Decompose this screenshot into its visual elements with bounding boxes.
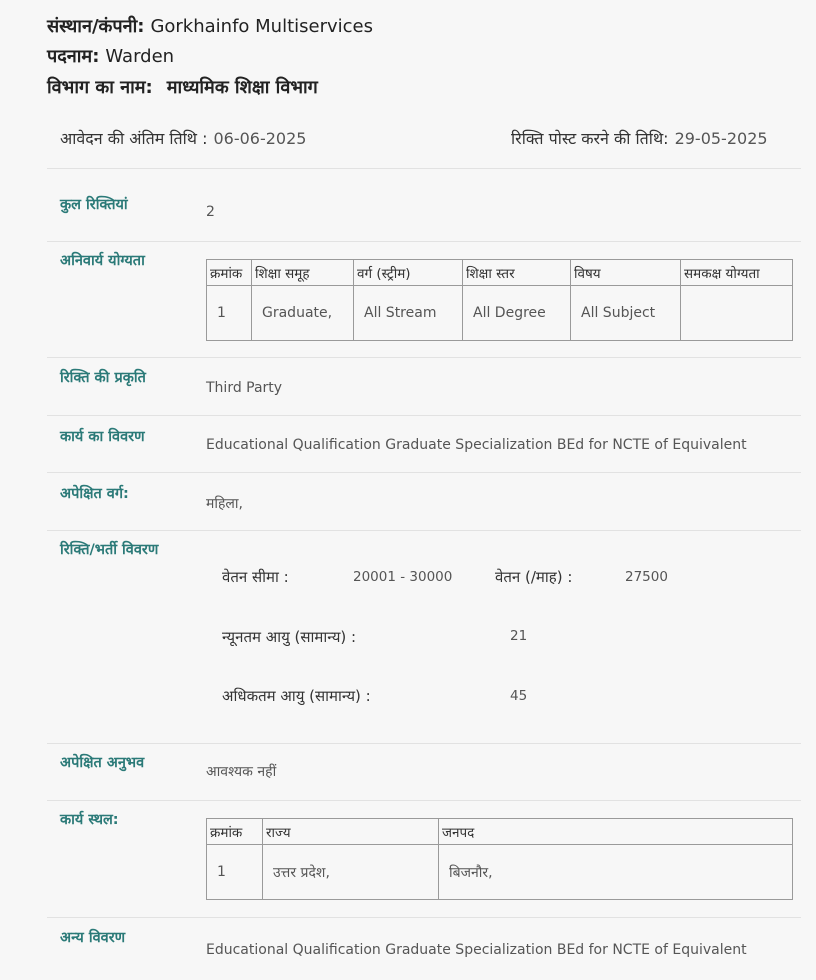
org-value: Gorkhainfo Multiservices — [150, 16, 373, 37]
dept-value: माध्यमिक शिक्षा विभाग — [166, 77, 318, 98]
table-header-row — [207, 819, 793, 845]
other-label: अन्य विवरण — [60, 930, 126, 946]
total-vacancies-value: 2 — [206, 204, 215, 220]
cell-education-group: Graduate, — [252, 286, 354, 341]
location-label: कार्य स्थल: — [60, 812, 119, 828]
post-date — [511, 127, 768, 149]
cell-district: बिजनौर, — [439, 845, 793, 900]
salary-month-label: वेतन (/माह) : — [495, 568, 573, 586]
table-row — [207, 286, 793, 341]
divider — [47, 415, 801, 416]
category-label: अपेक्षित वर्ग: — [60, 486, 129, 502]
cell-level: All Degree — [463, 286, 571, 341]
table-header-row — [207, 260, 793, 286]
max-age-value: 45 — [510, 688, 528, 704]
col-equivalent: समकक्ष योग्यता — [681, 260, 793, 286]
cell-serial: 1 — [207, 845, 263, 900]
qualification-label: अनिवार्य योग्यता — [60, 253, 145, 269]
dept-label: विभाग का नाम: — [47, 77, 153, 98]
salary-month-value: 27500 — [625, 569, 668, 585]
post-value: Warden — [105, 46, 175, 67]
category-value: महिला, — [206, 496, 244, 512]
salary-range-label: वेतन सीमा : — [222, 568, 289, 586]
post-date-value: 29-05-2025 — [674, 129, 768, 148]
min-age-value: 21 — [510, 628, 528, 644]
col-level: शिक्षा स्तर — [463, 260, 571, 286]
nature-label: रिक्ति की प्रकृति — [60, 370, 146, 386]
col-district: जनपद — [439, 819, 793, 845]
cell-stream: All Stream — [354, 286, 463, 341]
cell-serial: 1 — [207, 286, 252, 341]
other-value: Educational Qualification Graduate Specialization BEd for NCTE of Equivalent — [206, 942, 747, 958]
recruitment-label: रिक्ति/भर्ती विवरण — [60, 542, 159, 558]
cell-equivalent — [681, 286, 793, 341]
org-label: संस्थान/कंपनी: — [47, 16, 145, 37]
post-date-label: रिक्ति पोस्ट करने की तिथि: — [511, 129, 669, 148]
last-date-value: 06-06-2025 — [213, 129, 307, 148]
cell-subject: All Subject — [571, 286, 681, 341]
last-date-label: आवेदन की अंतिम तिथि : — [60, 129, 208, 148]
experience-value: आवश्यक नहीं — [206, 764, 277, 780]
divider — [47, 530, 801, 531]
col-subject: विषय — [571, 260, 681, 286]
max-age-label: अधिकतम आयु (सामान्य) : — [222, 687, 371, 705]
qualification-table — [206, 259, 793, 341]
divider — [47, 357, 801, 358]
divider — [47, 800, 801, 801]
last-date — [60, 127, 306, 149]
total-vacancies-label: कुल रिक्तियां — [60, 197, 128, 213]
salary-range-value: 20001 - 30000 — [353, 569, 453, 585]
location-table — [206, 818, 793, 900]
divider — [47, 917, 801, 918]
col-state: राज्य — [263, 819, 439, 845]
col-education-group: शिक्षा समूह — [252, 260, 354, 286]
job-desc-label: कार्य का विवरण — [60, 429, 145, 445]
dept-line — [47, 75, 318, 99]
table-row — [207, 845, 793, 900]
post-line — [47, 44, 174, 68]
col-serial: क्रमांक — [207, 819, 263, 845]
cell-state: उत्तर प्रदेश, — [263, 845, 439, 900]
experience-label: अपेक्षित अनुभव — [60, 755, 145, 771]
divider — [47, 168, 801, 169]
col-stream: वर्ग (स्ट्रीम) — [354, 260, 463, 286]
divider — [47, 472, 801, 473]
min-age-label: न्यूनतम आयु (सामान्य) : — [222, 628, 357, 646]
divider — [47, 241, 801, 242]
post-label: पदनाम: — [47, 46, 100, 67]
org-line — [47, 14, 373, 38]
nature-value: Third Party — [206, 380, 283, 396]
divider — [47, 743, 801, 744]
col-serial: क्रमांक — [207, 260, 252, 286]
job-desc-value: Educational Qualification Graduate Specialization BEd for NCTE of Equivalent — [206, 437, 747, 453]
